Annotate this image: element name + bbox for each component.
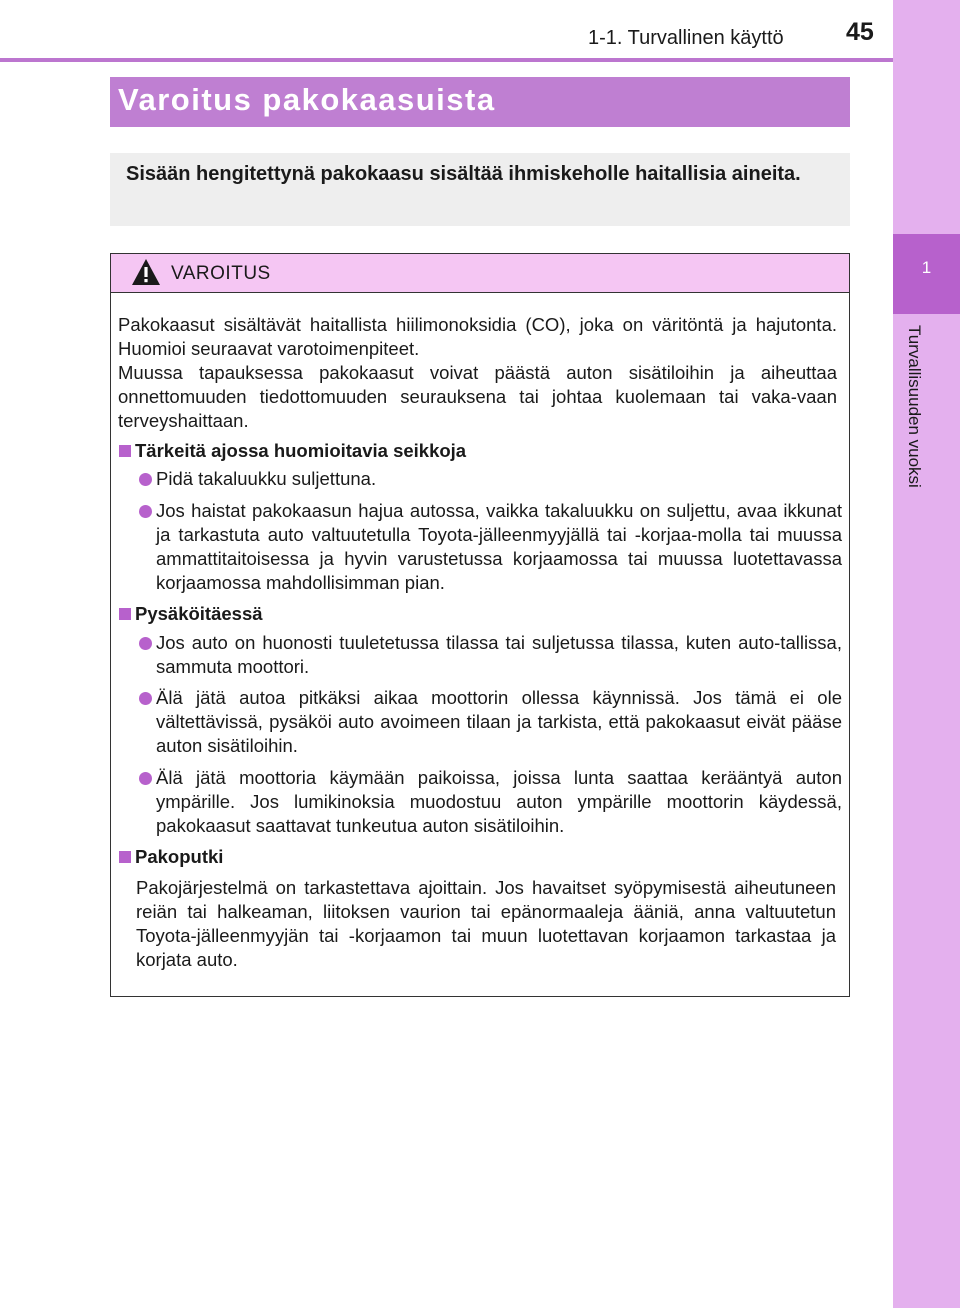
- section-heading-parking: Pysäköitäessä: [135, 603, 263, 624]
- bullet-dot: [139, 772, 152, 785]
- bullet-item: Jos haistat pakokaasun hajua autossa, vaikka takaluukku on suljettu, avaa ikkunat ja tarkastuta auto valtuutetulla Toyota-jälleenmyyjällä tai -korjaa-molla tai muussa ammattitaitoisessa ja hyvin varustetussa korjaamossa tai muussa luotettavassa korjaamossa mahdollisimman pian.: [156, 500, 842, 593]
- section-marker-square: [119, 608, 131, 620]
- bullet-dot: [139, 637, 152, 650]
- side-tab-strip: [893, 0, 960, 1308]
- bullet-dot: [139, 473, 152, 486]
- bullet-item: Pidä takaluukku suljettuna.: [156, 468, 377, 489]
- bullet-item: Älä jätä moottoria käymään paikoissa, joissa lunta saattaa kerääntyä auton ympärille. Jos lumikinoksia muodostuu auton ympärille moottorin käydessä, pakokaasut saattavat tunkeutua auton sisätiloihin.: [156, 767, 842, 836]
- intro-box: [110, 153, 850, 226]
- warning-paragraph-2: Muussa tapauksessa pakokaasut voivat päästä auton sisätiloihin ja aiheuttaa onnettomuuden tiedottomuuden seurauksena tai johtaa kuolemaan tai vaka-vaan terveyshaittaan.: [118, 362, 837, 431]
- bullet-dot: [139, 692, 152, 705]
- header-rule: [0, 58, 893, 62]
- warning-paragraph-1: Pakokaasut sisältävät haitallista hiilimonoksidia (CO), joka on väritöntä ja hajutonta. Huomioi seuraavat varotoimenpiteet.: [118, 314, 837, 359]
- bullet-dot: [139, 505, 152, 518]
- running-header-title: 1-1. Turvallinen käyttö: [588, 27, 784, 49]
- warning-triangle-icon: [131, 258, 161, 286]
- bullet-item: Älä jätä autoa pitkäksi aikaa moottorin ollessa käynnissä. Jos tämä ei ole vältettävissä, pysäköi auto avoimeen tilaan ja tarkista, että pakokaasut eivät pääse auton sisätiloihin.: [156, 687, 842, 756]
- section-heading-exhaust-pipe: Pakoputki: [135, 846, 224, 867]
- section-text-exhaust-pipe: Pakojärjestelmä on tarkastettava ajoittain. Jos havaitset syöpymisestä aiheutuneen reiän tai halkeaman, liitoksen vaurion tai epänormaaleja ääniä, anna valtuutetun Toyota-jälleenmyyjän tai -korjaamon tai muun luotettavan korjaamon tarkastaa ja korjata auto.: [136, 877, 836, 970]
- section-marker-square: [119, 445, 131, 457]
- page-number: 45: [846, 18, 874, 46]
- section-title: Varoitus pakokaasuista: [118, 82, 496, 117]
- section-marker-square: [119, 851, 131, 863]
- warning-box: [110, 253, 850, 997]
- intro-text: Sisään hengitettynä pakokaasu sisältää ihmiskeholle haitallisia aineita.: [126, 163, 801, 185]
- section-heading-driving: Tärkeitä ajossa huomioitavia seikkoja: [135, 440, 467, 461]
- bullet-item: Jos auto on huonosti tuuletetussa tilassa tai suljetussa tilassa, kuten auto-tallissa, sammuta moottori.: [156, 632, 842, 677]
- chapter-tab[interactable]: [893, 234, 960, 314]
- section-title-banner: [110, 77, 850, 127]
- chapter-tab-number: 1: [921, 258, 932, 277]
- chapter-tab-label-wrap: [900, 325, 930, 525]
- warning-label: VAROITUS: [171, 263, 271, 284]
- chapter-tab-label: Turvallisuuden vuoksi: [905, 325, 924, 488]
- warning-header: [111, 254, 849, 293]
